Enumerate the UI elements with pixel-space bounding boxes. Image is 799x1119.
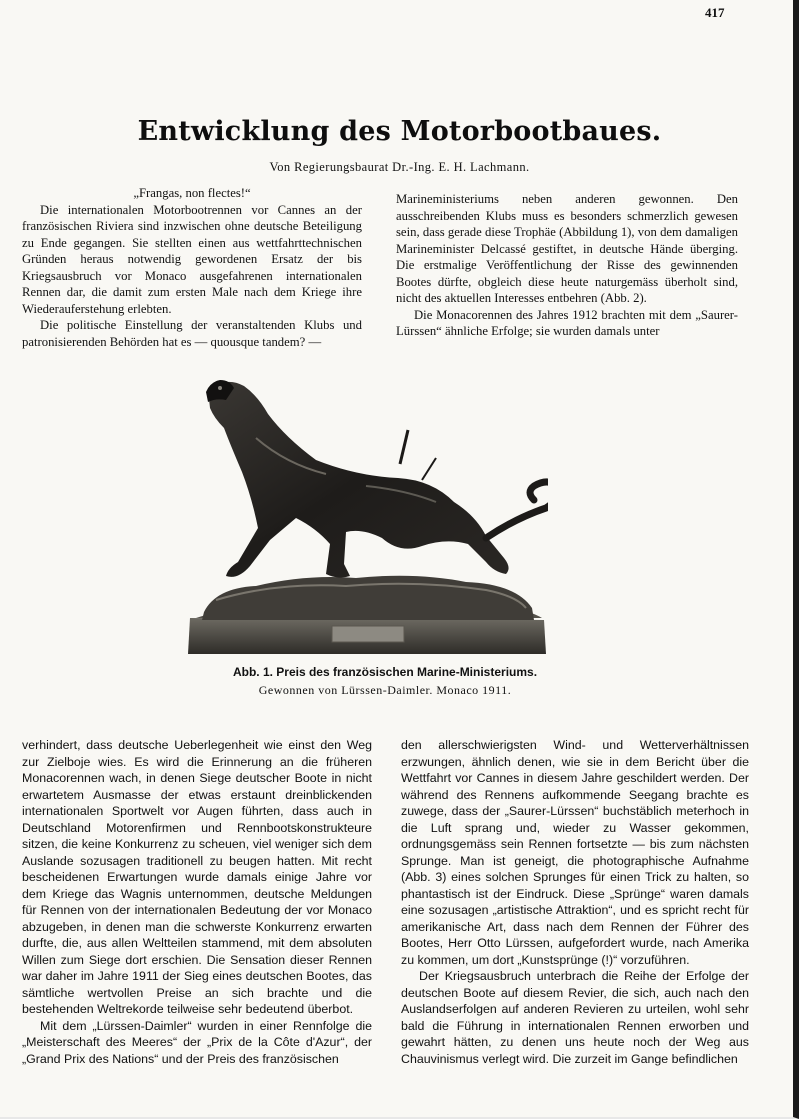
column-2-bottom (401, 737, 749, 1067)
figure-credit: Gewonnen von Lürssen-Daimler. Monaco 1911. (258, 683, 512, 697)
figure-panther-sculpture (186, 368, 548, 658)
paragraph: verhindert, dass deutsche Ueberlegenheit wie einst den Weg zur Zielboje wies. Es wird die Erinnerung an die früheren Monacorennen wach, in denen Siege deutscher Boote in nicht erwartetem Ausmasse der etwas erstaunt dreinblickenden internationalen Sportwelt vor Augen führten, dass auch in Deutschland Motorenfirmen und Rennbootskonstrukteure sitzen, die keine Konkurrenz zu scheuen, viel weniger sich dem Auslande sozusagen traditionell zu beugen hatten. Mit recht bescheidenen Erwartungen wurde damals einige Jahre vor dem Kriege das Wagnis unternommen, deutsche Meldungen für Rennen von der internationalen Bedeutung der vor Monaco abzugeben, in denen man die schwerste Konkurrenz erwarten durfte, die, aus allen Weltteilen stammend, mit dem absoluten Willen zum Siege dort erschien. Die Sensation dieser Rennen war daher im Jahre 1911 der Sieg eines deutschen Bootes, das sämtliche wertvollen Preise an sich brachte und die bestehenden Weltrekorde teilweise sehr bedeutend überbot. (22, 738, 372, 1016)
paragraph: Die politische Einstellung der veranstaltenden Klubs und patronisierenden Behörden hat es — quousque tandem? — (22, 318, 362, 349)
motto: „Frangas, non flectes!“ (133, 186, 251, 200)
paragraph: den allerschwierigsten Wind- und Wetterverhältnissen erzwungen, ähnlich denen, wie sie in dem Bericht über die Wettfahrt vor Cannes in diesem Jahre geschildert werden. Der während des Rennens aufkommende Seegang brachte es zuwege, dass der „Saurer-Lürssen“ buchstäblich meterhoch in die Luft sprang und, wieder zu Wasser gekommen, ordnungsgemäss sein Rennen fortsetzte — bis zum nächsten Sprunge. Man ist geneigt, die photographische Aufnahme (Abb. 3) eines solchen Sprunges für einen Trick zu halten, so phantastisch ist der Eindruck. Diese „Sprünge“ waren damals eine sozusagen „artistische Attraktion“, und es spricht recht für amerikanische Art, dass nach dem Rennen der Führer des Bootes, Herr Otto Lürssen, aufgefordert wurde, nach Amerika zu kommen, um dort „Kunstsprünge (!)“ vorzuführen. (401, 738, 749, 967)
column-1-bottom (22, 737, 372, 1067)
column-1-top (22, 185, 362, 350)
paragraph: Der Kriegsausbruch unterbrach die Reihe der Erfolge der deutschen Boote auf diesem Revier, die sich, auch nach den Auslandserfolgen auf anderen Revieren zu urteilen, wohl sehr bald die Führung in internationalen Rennen erworben und gewahrt hätten, zu denen uns heute noch der Weg aus Chauvinismus verlegt wird. Die zurzeit im Gange befindlichen (401, 969, 749, 1066)
panther-sculpture-image (186, 368, 548, 658)
article-byline: Von Regierungsbaurat Dr.-Ing. E. H. Lachmann. (269, 160, 530, 174)
paragraph: Die Monacorennen des Jahres 1912 brachten mit dem „Saurer-Lürssen“ ähnliche Erfolge; sie wurden damals unter (396, 307, 738, 338)
page-number: 417 (705, 5, 725, 20)
paragraph: Mit dem „Lürssen-Daimler“ wurden in einer Rennfolge die „Meisterschaft des Meeres“ der „Prix de la Côte d'Azur“, der „Grand Prix des Nations“ und der Preis des französischen (22, 1018, 372, 1066)
paragraph: Marineministeriums neben anderen gewonnen. Den ausschreibenden Klubs muss es besonders schmerzlich gewesen sein, dass gerade diese Trophäe (Abbildung 1), von dem damaligen Marineminister Delcassé gestiftet, in deutsche Hände überging. Die erstmalige Veröffentlichung der Risse des gewinnenden Bootes dürfte, obgleich diese heute naturgemäss überholt sind, nicht des aktuellen Interesses entbehren (Abb. 2). (396, 192, 738, 305)
column-2-top (396, 191, 738, 340)
article-title: Entwicklung des Motorbootbaues. (137, 116, 662, 147)
paragraph: Die internationalen Motorbootrennen vor Cannes an der französischen Riviera sind inzwischen ohne deutsche Beteiligung zu Ende gegangen. Sie stellten einen aus wettfahrttechnischen Gründen heraus notwendig gewordenen Ersatz der bis Kriegsausbruch vor Monaco ausgefahrenen internationalen Rennen dar, die damit zum ersten Male nach dem Kriege ihre Wiederauferstehung erlebten. (22, 202, 362, 316)
figure-caption: Abb. 1. Preis des französischen Marine-Ministeriums. (232, 665, 538, 679)
